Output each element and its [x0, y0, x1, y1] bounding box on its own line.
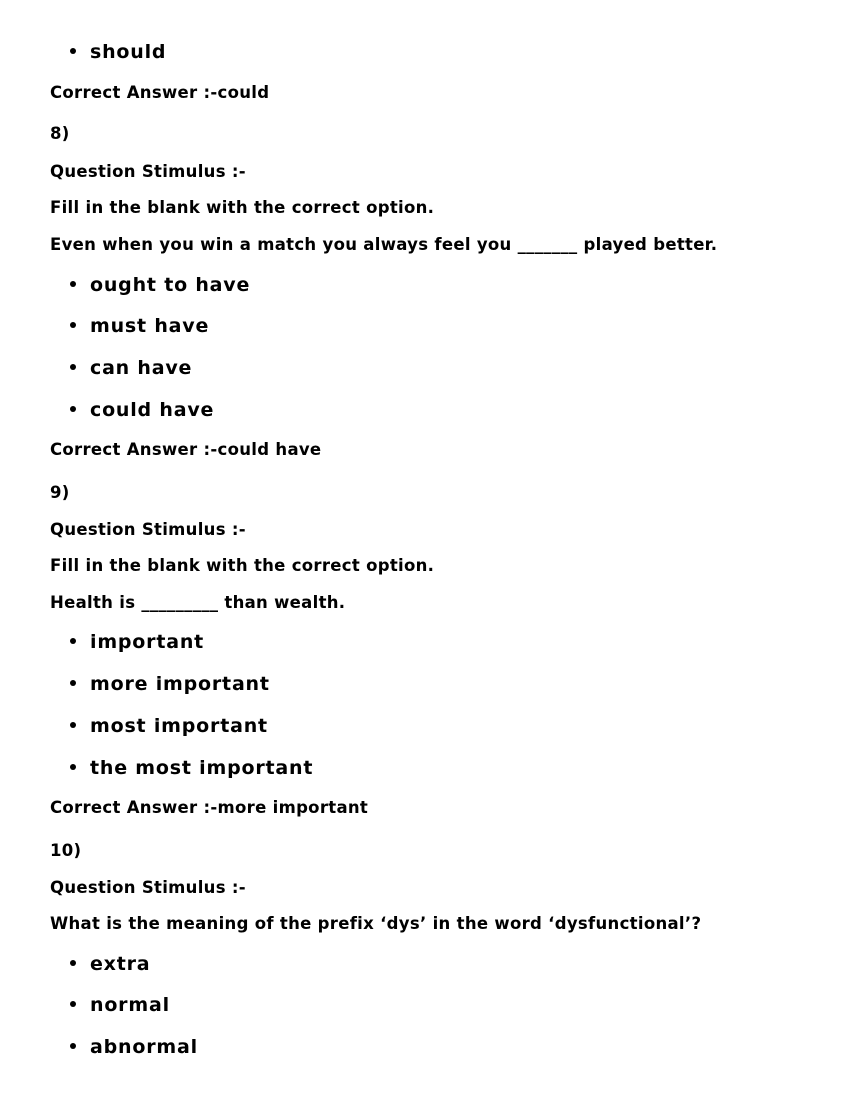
bullet-icon — [70, 638, 76, 644]
correct-answer: Correct Answer :-could — [50, 83, 270, 102]
option-item: could have — [70, 399, 214, 421]
correct-answer: Correct Answer :-could have — [50, 440, 322, 459]
question-number: 8) — [50, 124, 70, 143]
bullet-icon — [70, 48, 76, 54]
option-item: most important — [70, 715, 268, 737]
question-sentence: Even when you win a match you always feel you _______ played better. — [50, 235, 718, 254]
option-item: must have — [70, 315, 209, 337]
question-text: What is the meaning of the prefix ‘dys’ in the word ‘dysfunctional’? — [50, 914, 702, 933]
option-item: important — [70, 631, 204, 653]
question-instruction: Fill in the blank with the correct option. — [50, 198, 435, 217]
question-stimulus-label: Question Stimulus :- — [50, 162, 246, 181]
bullet-icon — [70, 322, 76, 328]
bullet-icon — [70, 1043, 76, 1049]
bullet-icon — [70, 1001, 76, 1007]
bullet-icon — [70, 281, 76, 287]
option-item: more important — [70, 673, 270, 695]
question-number: 9) — [50, 483, 70, 502]
option-item: can have — [70, 357, 192, 379]
bullet-icon — [70, 722, 76, 728]
correct-answer: Correct Answer :-more important — [50, 798, 369, 817]
bullet-icon — [70, 406, 76, 412]
option-item: extra — [70, 953, 150, 975]
bullet-icon — [70, 960, 76, 966]
option-item: abnormal — [70, 1036, 198, 1058]
option-item: ought to have — [70, 274, 250, 296]
option-item: should — [70, 41, 166, 63]
bullet-icon — [70, 680, 76, 686]
question-stimulus-label: Question Stimulus :- — [50, 520, 246, 539]
question-instruction: Fill in the blank with the correct option. — [50, 556, 435, 575]
option-item: normal — [70, 994, 170, 1016]
bullet-icon — [70, 764, 76, 770]
question-number: 10) — [50, 841, 82, 860]
option-item: the most important — [70, 757, 313, 779]
question-stimulus-label: Question Stimulus :- — [50, 878, 246, 897]
bullet-icon — [70, 364, 76, 370]
question-sentence: Health is _________ than wealth. — [50, 593, 346, 612]
